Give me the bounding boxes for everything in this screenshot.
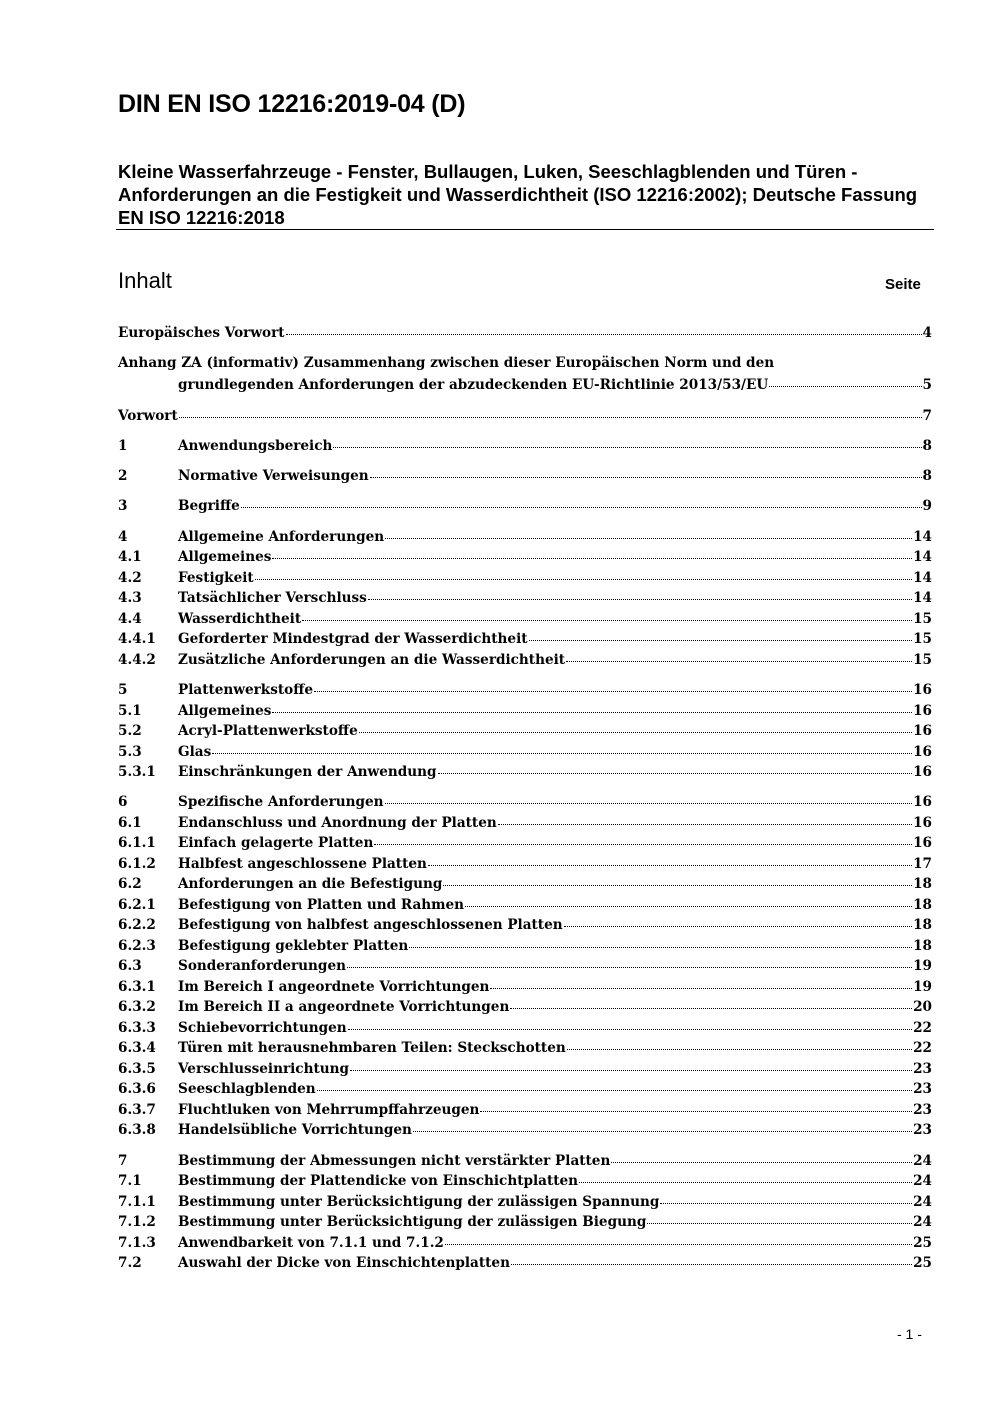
toc-entry-number: 1 bbox=[118, 437, 128, 454]
toc-leader-dots bbox=[272, 558, 912, 559]
toc-entry[interactable] bbox=[118, 876, 932, 897]
toc-entry-title: Festigkeit bbox=[178, 569, 254, 586]
toc-entry-title: Geforderter Mindestgrad der Wasserdichtheit bbox=[178, 631, 528, 648]
toc-entry[interactable] bbox=[118, 652, 932, 673]
toc-entry-title: Schiebevorrichtungen bbox=[178, 1019, 347, 1036]
toc-entry-number: 4.4 bbox=[118, 610, 142, 627]
toc-entry-title: Anhang ZA (informativ) Zusammenhang zwischen dieser Europäischen Norm und den bbox=[118, 355, 775, 372]
toc-leader-dots bbox=[302, 620, 912, 621]
toc-leader-dots bbox=[611, 1162, 912, 1163]
toc-entry[interactable] bbox=[118, 1040, 932, 1061]
toc-entry-number: 6.2.1 bbox=[118, 896, 156, 913]
toc-leader-dots bbox=[409, 947, 912, 948]
toc-entry-title: Normative Verweisungen bbox=[178, 468, 369, 485]
toc-entry[interactable] bbox=[118, 815, 932, 836]
toc-leader-dots bbox=[212, 753, 912, 754]
toc-entry-title: Anforderungen an die Befestigung bbox=[178, 876, 443, 893]
toc-entry-page: 14 bbox=[913, 549, 932, 566]
toc-entry-number: 7.1.2 bbox=[118, 1214, 156, 1231]
toc-entry-title: Allgemeines bbox=[178, 702, 272, 719]
toc-entry-title: Zusätzliche Anforderungen an die Wasserdichtheit bbox=[178, 651, 566, 668]
toc-entry-title: Im Bereich I angeordnete Vorrichtungen bbox=[178, 978, 490, 995]
toc-entry-title: Allgemeine Anforderungen bbox=[178, 528, 385, 545]
toc-entry-page: 16 bbox=[913, 743, 932, 760]
toc-entry-page: 25 bbox=[913, 1234, 932, 1251]
toc-leader-dots bbox=[333, 447, 921, 448]
toc-entry[interactable] bbox=[118, 468, 932, 489]
toc-entry-number: 4.2 bbox=[118, 569, 142, 586]
toc-entry-title: Anwendungsbereich bbox=[178, 437, 333, 454]
toc-entry[interactable] bbox=[118, 408, 932, 429]
toc-entry-title: Halbfest angeschlossene Platten bbox=[178, 855, 427, 872]
toc-entry-number: 6.1.1 bbox=[118, 835, 156, 852]
toc-entry-title: Befestigung von halbfest angeschlossenen Platten bbox=[178, 917, 563, 934]
toc-entry-number: 7 bbox=[118, 1152, 128, 1169]
toc-leader-dots bbox=[255, 579, 912, 580]
toc-entry-number: 5 bbox=[118, 682, 128, 699]
toc-leader-dots bbox=[438, 773, 913, 774]
document-subtitle: Kleine Wasserfahrzeuge - Fenster, Bullaugen, Luken, Seeschlagblenden und Türen - Anforderungen an die Festigkeit und Wasserdichtheit (ISO 12216:2002); Deutsche Fassung EN ISO 12216:2018 bbox=[118, 161, 918, 228]
toc-entry-title: Glas bbox=[178, 743, 212, 760]
toc-entry[interactable] bbox=[118, 835, 932, 856]
toc-entry-number: 6.1.2 bbox=[118, 855, 156, 872]
toc-entry[interactable] bbox=[118, 938, 932, 959]
toc-entry[interactable] bbox=[118, 631, 932, 652]
toc-entry-number: 6.3.4 bbox=[118, 1040, 156, 1057]
toc-entry[interactable] bbox=[118, 764, 932, 785]
toc-entry-number: 6.3.6 bbox=[118, 1081, 156, 1098]
toc-leader-dots bbox=[510, 1008, 912, 1009]
toc-entry-page: 18 bbox=[913, 896, 932, 913]
toc-entry-page: 23 bbox=[913, 1122, 932, 1139]
toc-entry[interactable] bbox=[118, 1020, 932, 1041]
toc-entry-page: 16 bbox=[913, 835, 932, 852]
toc-entry-title: Vorwort bbox=[118, 407, 178, 424]
toc-leader-dots bbox=[413, 1131, 912, 1132]
toc-entry[interactable] bbox=[118, 958, 932, 979]
toc-entry-page: 18 bbox=[913, 937, 932, 954]
toc-entry[interactable] bbox=[118, 897, 932, 918]
toc-leader-dots bbox=[511, 1264, 912, 1265]
toc-entry-number: 4.4.1 bbox=[118, 631, 156, 648]
toc-entry-title: Sonderanforderungen bbox=[178, 958, 346, 975]
toc-entry-page: 8 bbox=[922, 468, 932, 485]
toc-entry-page: 18 bbox=[913, 876, 932, 893]
toc-leader-dots bbox=[490, 988, 912, 989]
toc-entry-page: 4 bbox=[922, 325, 932, 341]
toc-leader-dots bbox=[385, 803, 913, 804]
toc-entry[interactable] bbox=[118, 723, 932, 744]
toc-entry-page: 22 bbox=[913, 1019, 932, 1036]
toc-entry-number: 6.3 bbox=[118, 958, 142, 975]
toc-entry-page: 16 bbox=[913, 702, 932, 719]
toc-entry-number: 6.3.3 bbox=[118, 1019, 156, 1036]
toc-leader-dots bbox=[443, 885, 912, 886]
toc-entry-page: 22 bbox=[913, 1040, 932, 1057]
toc-entry[interactable] bbox=[118, 703, 932, 724]
toc-entry[interactable] bbox=[118, 744, 932, 765]
toc-entry[interactable] bbox=[118, 1061, 932, 1082]
toc-entry-title: Türen mit herausnehmbaren Teilen: Steckschotten bbox=[178, 1040, 566, 1057]
toc-leader-dots bbox=[314, 691, 912, 692]
toc-leader-dots bbox=[567, 1049, 912, 1050]
toc-leader-dots bbox=[179, 417, 922, 418]
toc-entry-title: Tatsächlicher Verschluss bbox=[178, 590, 367, 607]
toc-entry-page: 16 bbox=[913, 814, 932, 831]
toc-entry[interactable] bbox=[118, 1255, 932, 1276]
toc-entry-title: Allgemeines bbox=[178, 549, 272, 566]
toc-entry-number: 6.3.8 bbox=[118, 1122, 156, 1139]
toc-entry-page: 20 bbox=[913, 999, 932, 1016]
toc-entry-number: 7.1 bbox=[118, 1173, 142, 1190]
toc-entry[interactable] bbox=[118, 979, 932, 1000]
toc-entry-title: Begriffe bbox=[178, 498, 240, 515]
toc-entry-page: 15 bbox=[913, 651, 932, 668]
toc-entry-title: Seeschlagblenden bbox=[178, 1081, 316, 1098]
toc-heading: Inhalt bbox=[118, 268, 172, 293]
toc-entry-title-continued: grundlegenden Anforderungen der abzudeckenden EU-Richtlinie 2013/53/EU bbox=[178, 377, 769, 394]
toc-entry-number: 6.3.1 bbox=[118, 978, 156, 995]
toc-entry-title: Im Bereich II a angeordnete Vorrichtungen bbox=[178, 999, 510, 1016]
title-divider bbox=[116, 229, 934, 230]
toc-entry-title: Verschlusseinrichtung bbox=[178, 1060, 350, 1077]
toc-entry-title: Wasserdichtheit bbox=[178, 610, 302, 627]
toc-entry[interactable] bbox=[118, 498, 932, 519]
toc-leader-dots bbox=[370, 477, 922, 478]
toc-entry[interactable] bbox=[118, 325, 932, 346]
toc-entry-page: 14 bbox=[913, 528, 932, 545]
toc-entry-title: Einschränkungen der Anwendung bbox=[178, 764, 437, 781]
toc-entry[interactable] bbox=[118, 856, 932, 877]
toc-entry-page: 16 bbox=[913, 723, 932, 740]
toc-entry-title: Europäisches Vorwort bbox=[118, 325, 285, 341]
toc-entry[interactable] bbox=[118, 355, 932, 398]
toc-entry-title: Befestigung geklebter Platten bbox=[178, 937, 409, 954]
toc-leader-dots bbox=[480, 1111, 912, 1112]
toc-entry-page: 24 bbox=[913, 1193, 932, 1210]
toc-entry-number: 6.2.3 bbox=[118, 937, 156, 954]
toc-entry-title: Anwendbarkeit von 7.1.1 und 7.1.2 bbox=[178, 1234, 444, 1251]
toc-leader-dots bbox=[359, 732, 912, 733]
toc-entry-number: 4.4.2 bbox=[118, 651, 156, 668]
toc-entry-page: 9 bbox=[922, 498, 932, 515]
toc-entry-title: Handelsübliche Vorrichtungen bbox=[178, 1122, 412, 1139]
toc-entry-number: 6.3.5 bbox=[118, 1060, 156, 1077]
toc-entry-page: 7 bbox=[922, 407, 932, 424]
toc-entry[interactable] bbox=[118, 570, 932, 591]
toc-entry[interactable] bbox=[118, 549, 932, 570]
toc-entry-title: Bestimmung unter Berücksichtigung der zulässigen Biegung bbox=[178, 1214, 647, 1231]
toc-entry-page: 17 bbox=[913, 855, 932, 872]
toc-leader-dots bbox=[348, 1029, 912, 1030]
toc-entry[interactable] bbox=[118, 917, 932, 938]
toc-entry-number: 7.1.3 bbox=[118, 1234, 156, 1251]
toc-leader-dots bbox=[529, 640, 913, 641]
toc-entry[interactable] bbox=[118, 1081, 932, 1102]
toc-entry[interactable] bbox=[118, 1173, 932, 1194]
toc-entry-title: Bestimmung unter Berücksichtigung der zulässigen Spannung bbox=[178, 1193, 660, 1210]
toc-entry-number: 4.3 bbox=[118, 590, 142, 607]
toc-leader-dots bbox=[286, 334, 922, 335]
toc-entry-number: 5.1 bbox=[118, 702, 142, 719]
toc-entry-page: 23 bbox=[913, 1060, 932, 1077]
toc-entry[interactable] bbox=[118, 682, 932, 703]
toc-leader-dots bbox=[647, 1223, 912, 1224]
toc-entry-page: 16 bbox=[913, 682, 932, 699]
table-of-contents bbox=[118, 325, 932, 1276]
toc-entry-number: 6.1 bbox=[118, 814, 142, 831]
toc-entry-number: 5.3.1 bbox=[118, 764, 156, 781]
toc-entry-page: 24 bbox=[913, 1214, 932, 1231]
toc-entry-page: 8 bbox=[922, 437, 932, 454]
toc-entry-page: 5 bbox=[922, 377, 932, 394]
toc-leader-dots bbox=[317, 1090, 912, 1091]
toc-entry-title: Befestigung von Platten und Rahmen bbox=[178, 896, 465, 913]
toc-entry-title: Acryl-Plattenwerkstoffe bbox=[178, 723, 358, 740]
toc-leader-dots bbox=[445, 1244, 912, 1245]
toc-entry-page: 23 bbox=[913, 1081, 932, 1098]
toc-leader-dots bbox=[579, 1182, 912, 1183]
toc-entry-page: 14 bbox=[913, 590, 932, 607]
toc-entry-page: 19 bbox=[913, 958, 932, 975]
toc-entry[interactable] bbox=[118, 1122, 932, 1143]
toc-entry-page: 19 bbox=[913, 978, 932, 995]
toc-leader-dots bbox=[465, 906, 912, 907]
toc-entry-title: Einfach gelagerte Platten bbox=[178, 835, 374, 852]
toc-leader-dots bbox=[769, 386, 921, 387]
toc-entry[interactable] bbox=[118, 611, 932, 632]
toc-entry-number: 6.2 bbox=[118, 876, 142, 893]
page-number: - 1 - bbox=[897, 1326, 922, 1342]
toc-entry[interactable] bbox=[118, 1153, 932, 1174]
toc-entry-number: 7.2 bbox=[118, 1255, 142, 1272]
toc-page-column-label: Seite bbox=[885, 276, 921, 293]
document-title: DIN EN ISO 12216:2019-04 (D) bbox=[118, 90, 466, 118]
toc-leader-dots bbox=[498, 824, 912, 825]
toc-entry-page: 16 bbox=[913, 764, 932, 781]
toc-entry[interactable] bbox=[118, 529, 932, 550]
toc-entry-number: 6.3.2 bbox=[118, 999, 156, 1016]
toc-leader-dots bbox=[564, 926, 912, 927]
toc-entry-number: 6.3.7 bbox=[118, 1101, 156, 1118]
toc-entry-title: Spezifische Anforderungen bbox=[178, 794, 384, 811]
toc-entry-page: 16 bbox=[913, 794, 932, 811]
toc-entry-title: Bestimmung der Abmessungen nicht verstärkter Platten bbox=[178, 1152, 611, 1169]
toc-leader-dots bbox=[272, 712, 912, 713]
toc-entry[interactable] bbox=[118, 1194, 932, 1215]
toc-entry-number: 7.1.1 bbox=[118, 1193, 156, 1210]
toc-entry-title: Auswahl der Dicke von Einschichtenplatten bbox=[178, 1255, 510, 1272]
toc-entry[interactable] bbox=[118, 1102, 932, 1123]
toc-entry[interactable] bbox=[118, 999, 932, 1020]
toc-entry-title: Plattenwerkstoffe bbox=[178, 682, 314, 699]
toc-entry-number: 4 bbox=[118, 528, 128, 545]
toc-leader-dots bbox=[368, 599, 912, 600]
toc-entry-number: 3 bbox=[118, 498, 128, 515]
toc-entry[interactable] bbox=[118, 794, 932, 815]
toc-entry-number: 6 bbox=[118, 794, 128, 811]
toc-entry-page: 23 bbox=[913, 1101, 932, 1118]
toc-leader-dots bbox=[347, 967, 912, 968]
toc-entry-page: 24 bbox=[913, 1173, 932, 1190]
toc-leader-dots bbox=[350, 1070, 912, 1071]
toc-entry-title: Endanschluss und Anordnung der Platten bbox=[178, 814, 497, 831]
toc-entry-page: 25 bbox=[913, 1255, 932, 1272]
toc-entry[interactable] bbox=[118, 590, 932, 611]
toc-entry-page: 15 bbox=[913, 631, 932, 648]
toc-entry-title: Fluchtluken von Mehrrumpffahrzeugen bbox=[178, 1101, 480, 1118]
toc-entry-number: 5.3 bbox=[118, 743, 142, 760]
toc-entry-title: Bestimmung der Plattendicke von Einschichtplatten bbox=[178, 1173, 579, 1190]
toc-entry[interactable] bbox=[118, 438, 932, 459]
toc-leader-dots bbox=[660, 1203, 912, 1204]
toc-entry-page: 18 bbox=[913, 917, 932, 934]
toc-entry[interactable] bbox=[118, 1235, 932, 1256]
toc-entry-page: 15 bbox=[913, 610, 932, 627]
toc-entry-number: 2 bbox=[118, 468, 128, 485]
toc-leader-dots bbox=[385, 538, 912, 539]
toc-leader-dots bbox=[241, 507, 922, 508]
toc-leader-dots bbox=[566, 661, 912, 662]
toc-leader-dots bbox=[374, 844, 912, 845]
toc-entry-page: 24 bbox=[913, 1152, 932, 1169]
toc-entry-number: 4.1 bbox=[118, 549, 142, 566]
toc-entry[interactable] bbox=[118, 1214, 932, 1235]
toc-entry-page: 14 bbox=[913, 569, 932, 586]
toc-leader-dots bbox=[428, 865, 912, 866]
toc-entry-number: 6.2.2 bbox=[118, 917, 156, 934]
toc-entry-number: 5.2 bbox=[118, 723, 142, 740]
